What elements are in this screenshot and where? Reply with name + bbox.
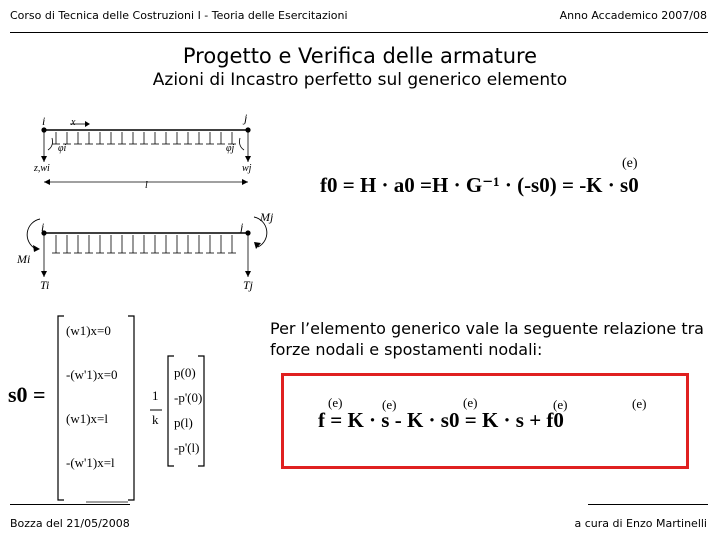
d1-node-i-label: i [42,114,46,128]
d1-node-j-label: j [244,111,248,125]
spring-supports [52,132,236,144]
footer-rule-left [10,504,130,505]
s0-row-3: (w1)x=l [66,411,108,426]
formula-f0: f0 = H · a0 =H · G⁻¹ · (-s0) = -K · s0 [320,173,639,197]
s0-vector-label: s0 = [8,382,46,407]
s0-vector-rows [66,322,136,498]
d1-phi-j-label: φj [226,143,235,154]
header-rule [10,32,708,33]
d2-node-i-label: i [41,220,45,234]
main-formula-sup-4: (e) [553,397,568,412]
header-course-title: Corso di Tecnica delle Costruzioni I - Teoria delle Esercitazioni [10,9,348,22]
s0-row-1: (w1)x=0 [66,323,111,338]
d2-T-j-label: Tj [243,278,254,292]
relation-paragraph: Per l’elemento generico vale la seguente relazione tra forze nodali e spostamenti nodali: [270,319,704,359]
p-vector-coeff-den: k [152,412,159,427]
d1-length-label: l [145,180,148,191]
d1-w-j-label: wj [242,163,252,174]
spring-supports [52,235,236,253]
p-vector-coeff-num: 1 [152,388,159,403]
d2-node-j-label: j [240,220,244,234]
main-formula-sup-5: (e) [632,396,647,411]
p-vector-rows [174,360,202,460]
p-row-2: -p'(0) [174,390,203,405]
footer-draft-date: Bozza del 21/05/2008 [10,517,130,530]
footer-rule-right [588,504,708,505]
p-row-3: p(l) [174,415,193,430]
formula-f0-superscript: (e) [622,156,638,171]
main-formula-sup-2: (e) [382,397,397,412]
d2-T-i-label: Ti [40,278,50,292]
s0-row-2: -(w'1)x=0 [66,367,118,382]
main-formula: f = K · s - K · s0 = K · s + f0 [318,408,564,432]
beam-displacement-diagram [30,110,270,200]
d1-x-label: x [71,117,76,128]
s0-row-4: -(w'1)x=l [66,455,115,470]
footer-author: a cura di Enzo Martinelli [574,517,707,530]
main-formula-sup-3: (e) [463,395,478,410]
page-title: Progetto e Verifica delle armature [182,44,538,68]
main-formula-sup-1: (e) [328,395,343,410]
d1-z-w-i-label: z,wi [34,163,50,174]
d2-M-i-label: Mi [17,252,31,266]
phi-i-arc [48,138,53,150]
M-i-arc [27,219,40,249]
phi-j-arc [240,138,245,150]
page-subtitle: Azioni di Incastro perfetto sul generico elemento [152,70,568,90]
d1-phi-i-label: φi [58,143,67,154]
p-row-1: p(0) [174,365,196,380]
d2-M-j-label: Mj [260,210,274,224]
header-academic-year: Anno Accademico 2007/08 [559,9,707,22]
p-row-4: -p'(l) [174,440,200,455]
